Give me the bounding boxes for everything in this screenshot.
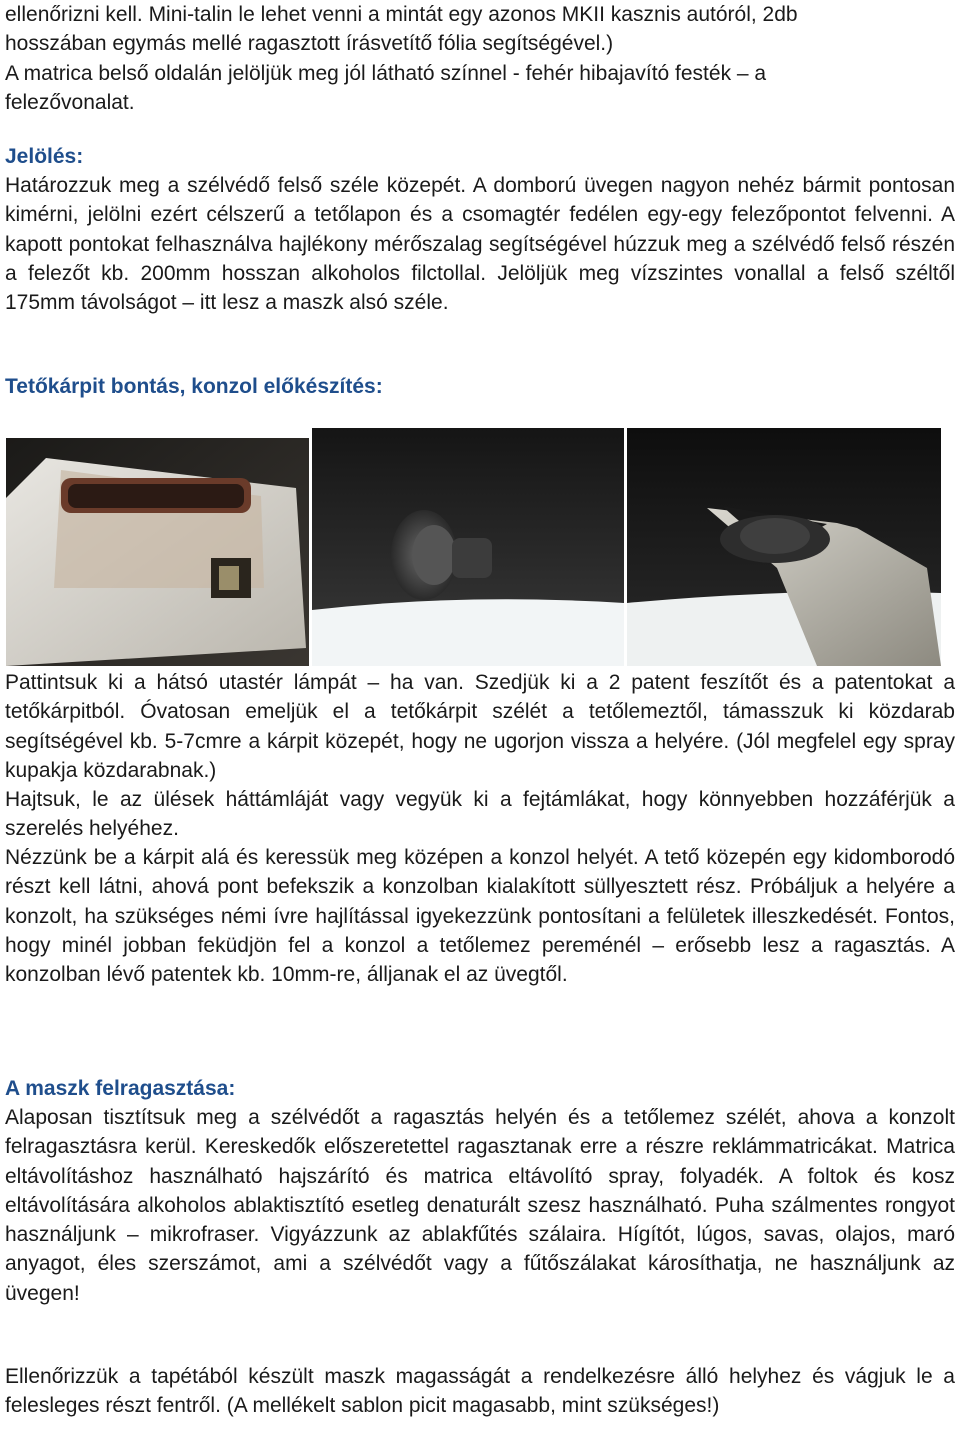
headliner-text-2: Hajtsuk, le az ülések háttámláját vagy vegyük ki a fejtámlákat, hogy könnyebben hozzáférjük a szerelés helyéhez. <box>5 788 955 841</box>
intro-paragraph <box>5 0 955 117</box>
mask-text-2: Ellenőrizzük a tapétából készült maszk magasságát a rendelkezésre álló helyhez és vágjuk le a felesleges részt fentről. (A mellékelt sablon picit magasabb, mint szükséges!) <box>5 1365 955 1418</box>
photo-strip <box>6 428 941 666</box>
mask-text: Alaposan tisztítsuk meg a szélvédőt a ragasztás helyén és a tetőlemez szélét, ahova a konzolt felragasztásra kerül. Kereskedők előszeretettel ragasztanak erre a részre reklámmatricákat. Matrica eltávolításhoz használható hajszárító és matrica eltávolító spray, folyadék. A foltok és kosz eltávolítására alkoholos ablaktisztító esetleg denaturált szesz használható. Puha szálmentes rongyot használjunk – mikrofraser. Vigyázzunk az ablakfűtés szálaira. Hígítót, lúgos, savas, olajos, maró anyagot, éles szerszámot, ami a szélvédőt vagy a fűtőszálakat károsíthatja, ne használjunk az üvegen! <box>5 1106 955 1305</box>
headliner-text-3: Nézzünk be a kárpit alá és keressük meg középen a konzol helyét. A tető közepén egy kidomborodó részt kell látni, ahová pont befekszik a konzolban kialakított süllyesztett rész. Próbáljuk a helyére a konzolt, ha szükséges némi ívre hajlítással igyekezzünk pontosítani a felületek illeszkedését. Fontos, hogy minél jobban feküdjön fel a konzol a tetőlemez pereménél – erősebb lesz a ragasztás. A konzolban lévő patentek kb. 10mm-re, álljanak el az üvegtől. <box>5 846 955 987</box>
dome-light-photo <box>6 438 309 666</box>
intro-line-3: A matrica belső oldalán jelöljük meg jól látható színnel - fehér hibajavító festék – a <box>5 61 767 85</box>
marking-text: Határozzuk meg a szélvédő felső széle közepét. A domború üvegen nagyon nehéz bármit pontosan kimérni, jelölni ezért célszerű a tetőlapon és a csomagtér fedélen egy-egy felezőpontot felvenni. A kapott pontokat felhasználva hajlékony mérőszalag segítségével húzzuk meg a szélvédő felső részén a felezőt kb. 200mm hosszan alkoholos filctollal. Jelöljük meg vízszintes vonallal a felső széltől 175mm távolságot – itt lesz a maszk alsó széle. <box>5 174 955 315</box>
intro-line-4: felezővonalat. <box>5 90 135 114</box>
intro-line-2: hosszában egymás mellé ragasztott írásvetítő fólia segítségével.) <box>5 32 614 56</box>
pry-tool-photo <box>627 428 941 666</box>
push-clip-photo <box>312 428 624 666</box>
headliner-text-1: Pattintsuk ki a hátsó utastér lámpát – ha van. Szedjük ki a 2 patent feszítőt és a patentokat a tetőkárpitból. Óvatosan emeljük el a tetőkárpit szélét a tetőlemeztől, támasszuk ki közdarab segítségével kb. 5-7cmre a kárpit közepét, hogy ne ugorjon vissza a helyére. (Jól megfelel egy spray kupakja közdarabnak.) <box>5 671 955 782</box>
marking-heading: Jelölés: <box>5 145 84 168</box>
mask-heading: A maszk felragasztása: <box>5 1077 236 1100</box>
headliner-heading: Tetőkárpit bontás, konzol előkészítés: <box>5 375 383 398</box>
intro-line-1: ellenőrizni kell. Mini-talin le lehet venni a mintát egy azonos MKII kasznis autóról, 2db <box>5 3 798 26</box>
